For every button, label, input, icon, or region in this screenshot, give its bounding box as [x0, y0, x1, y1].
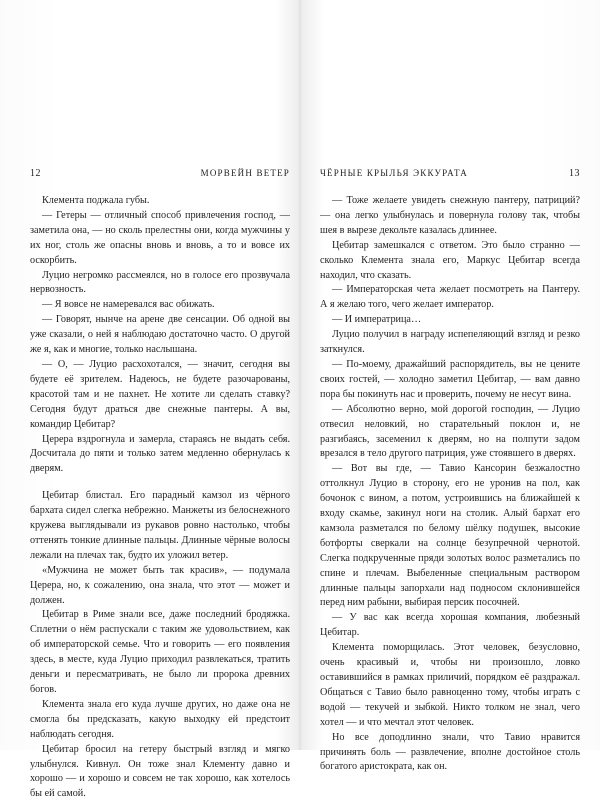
paragraph: Клемента поморщилась. Этот человек, безусловно, очень красивый и, чтобы ни произошло, ловко оставившийся в рамках приличий, порядком её раздражал. Общаться с Тавио было равноценно тому, чтобы играть с водой — текучей и зыбкой. Никто толком не знал, чего хотел — и что мечтал этот человек. — [320, 642, 580, 728]
paragraph: Луцио негромко рассмеялся, но в голосе его прозвучала нервозность. — [30, 269, 290, 296]
paragraph: — Говорят, нынче на арене две сенсации. Об одной вы уже сказали, о ней я наблюдаю достаточно часто. О другой же я, как и многие, только наслышана. — [30, 314, 290, 356]
paragraph: Цебитар в Риме знали все, даже последний бродяжка. Сплетни о нём распускали с таким же удовольствием, как об императорской семье. Что и говорить — его появления здесь, в месте, куда Луцио приходил развлекаться, тратить деньги и пересматривать, не было ли пророка древних богов. — [30, 609, 290, 695]
paragraph: — Я вовсе не намеревался вас обижать. — [42, 299, 215, 311]
left-page-number: 12 — [30, 168, 41, 179]
paragraph: — Абсолютно верно, мой дорогой господин, — Луцио отвесил неловкий, но старательный поклон и, не разгибаясь, засеменил к дверям, но на полпути задом врезался в тело другого патриция, уже стоявшего в дверях. — [320, 403, 580, 460]
paragraph: — У вас как всегда хорошая компания, любезный Цебитар. — [320, 612, 580, 639]
paragraph: Цебитар бросил на гетеру быстрый взгляд и мягко улыбнулся. Кивнул. Он тоже знал Клементу давно и хорошо — и хорошо и совсем не так хорошо, как хотелось бы ей самой. — [30, 743, 290, 800]
paragraph: Цебитар замешкался с ответом. Это было странно — сколько Клемента знала его, Маркус Цебитар всегда находил, что сказать. — [320, 239, 580, 281]
right-page-number: 13 — [569, 168, 580, 179]
paragraph: Клемента знала его куда лучше других, но даже она не смогла бы предсказать, какую выходку ей предстоит наблюдать сегодня. — [30, 698, 290, 740]
paragraph: Луцио получил в награду испепеляющий взгляд и резко заткнулся. — [320, 329, 580, 356]
left-page-text — [30, 194, 290, 802]
right-running-head: ЧЁРНЫЕ КРЫЛЬЯ ЭККУРАТА — [320, 168, 469, 178]
paragraph: — Тоже желаете увидеть снежную пантеру, патриций? — она легко улыбнулась и повернула голову так, чтобы шея в вырезе декольте казалась длиннее. — [320, 195, 580, 236]
right-page-text — [320, 194, 580, 775]
paragraph: — Вот вы где, — Тавио Кансорин безжалостно оттолкнул Луцио в сторону, его не уронив на пол, как бочонок с вином, а потом, устроившись на ближайшей к входу скамье, закинул ноги на столик. Алый бархат его камзола разметался по белому шёлку подушек, высокие ботфорты сверкали на солнце безупречной чернотой. Слегка подкрученные пряди золотых волос разметались по спине и плечам. Выбеленные специальным раствором длинные пальцы запорхали над подносом склонившейся перед ним рабыни, выбирая персик посочней. — [320, 463, 580, 609]
paragraph: Цебитар блистал. Его парадный камзол из чёрного бархата сидел слегка небрежно. Манжеты из белоснежного кружева выглядывали из рукавов ровно настолько, чтобы оттенять тонкие длинные пальцы. Длинные чёрные волосы лежали на плечах так, будто их уложил ветер. — [30, 490, 290, 561]
right-page — [320, 168, 580, 775]
paragraph: Клемента поджала губы. — [42, 195, 150, 206]
paragraph: — И императрица… — [332, 314, 422, 326]
paragraph: — По-моему, дражайший распорядитель, вы не цените своих гостей, — холодно заметил Цебитар, — вам давно пора бы покинуть нас и проверить, почему не несут вина. — [320, 358, 580, 400]
left-page-header — [30, 168, 290, 186]
paragraph: Но все доподлинно знали, что Тавио нравится причинять боль — развлечение, вполне достойное столь богатого аристократа, как он. — [320, 731, 580, 773]
paragraph: — О, — Луцио расхохотался, — значит, сегодня вы будете её зрителем. Надеюсь, не будете разочарованы, красотой там и не пахнет. Не хотите ли сделать ставку? Сегодня будут драться две снежные пантеры. А вы, командир Цебитар? — [30, 358, 290, 430]
paragraph: — Императорская чета желает посмотреть на Пантеру. А я желаю того, чего желает император. — [320, 284, 580, 311]
left-page — [30, 168, 290, 802]
right-page-header — [320, 168, 580, 186]
left-running-head: МОРВЕЙН ВЕТЕР — [200, 168, 290, 178]
paragraph: «Мужчина не может быть так красив», — подумала Церера, но, к сожалению, она знала, что этот — может и должен. — [30, 564, 290, 606]
paragraph: — Гетеры — отличный способ привлечения господ, — заметила она, — но сколь прелестны они, когда мужчины у их ног, столь же опасны вновь и вновь, а то и вовсе их оскорбить. — [30, 209, 290, 266]
paragraph: Церера вздрогнула и замерла, стараясь не выдать себя. Досчитала до пяти и только затем медленно обернулась к дверям. — [30, 433, 290, 475]
